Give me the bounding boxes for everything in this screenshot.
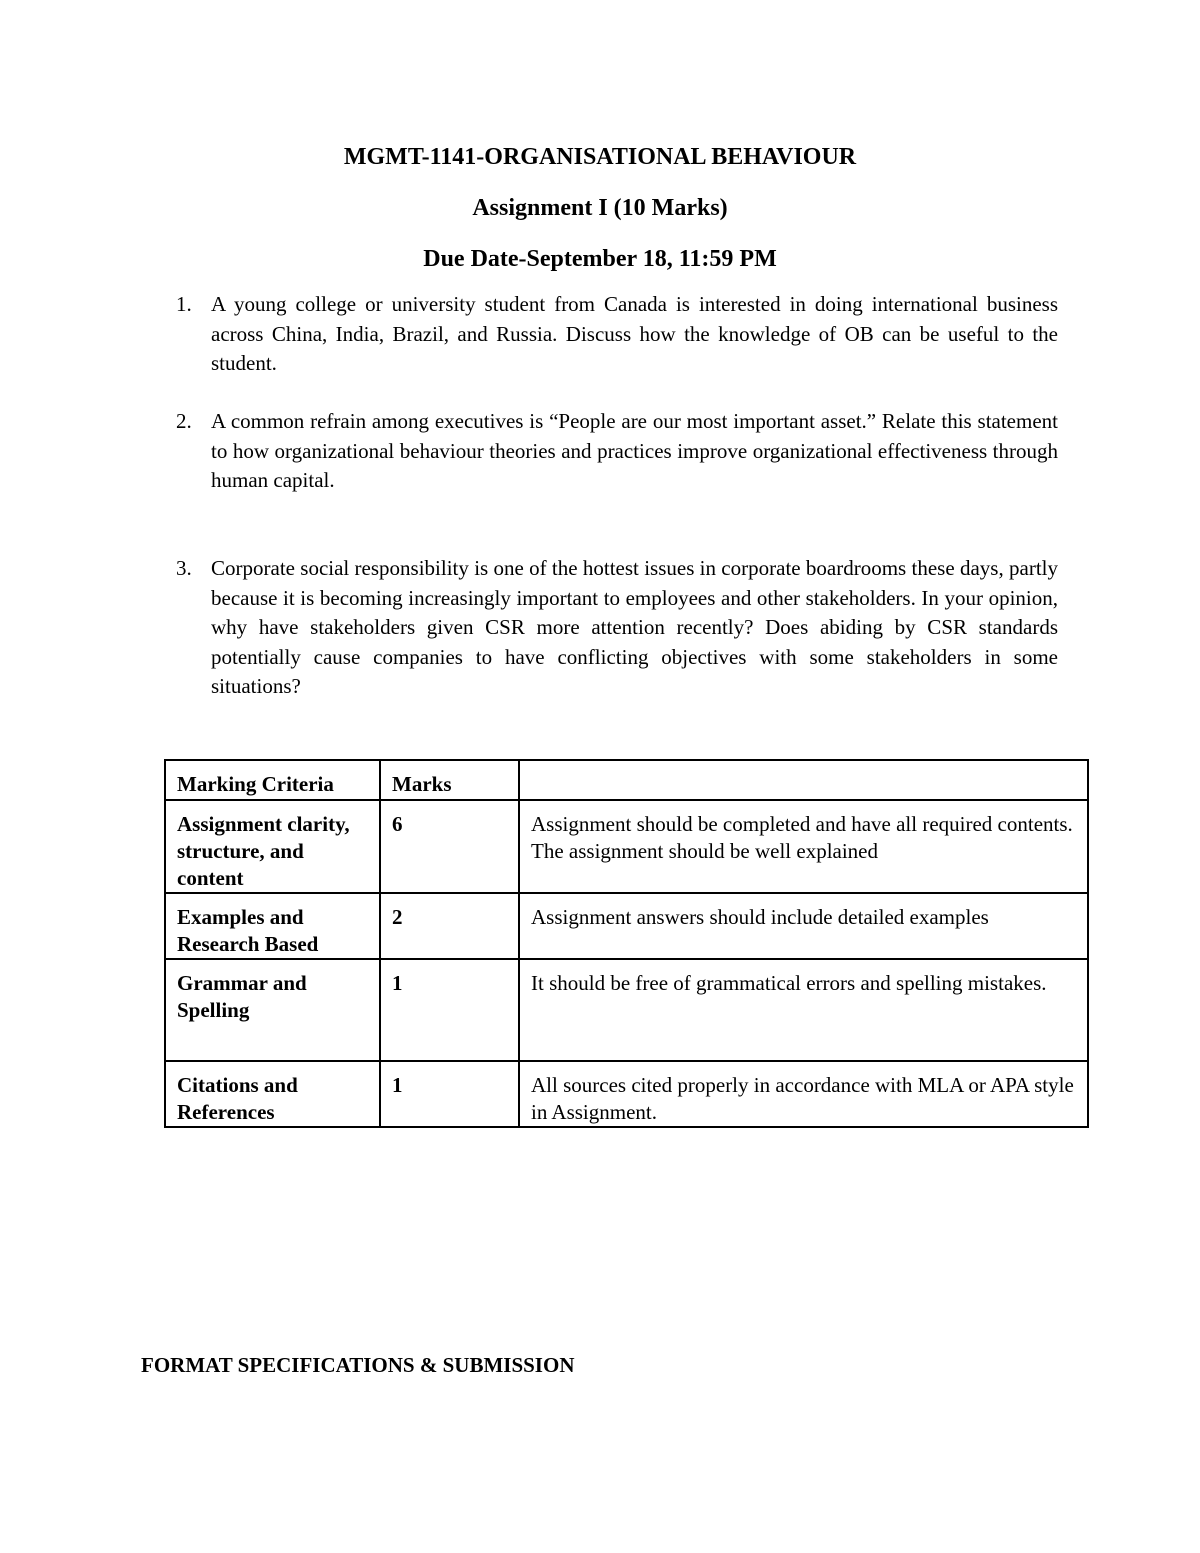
question-item <box>172 554 1058 702</box>
header-description <box>519 760 1088 800</box>
description-cell: It should be free of grammatical errors and spelling mistakes. <box>519 959 1088 1061</box>
assignment-title: Assignment I (10 Marks) <box>472 195 728 221</box>
question-text: A young college or university student from Canada is interested in doing international business across China, India, Brazil, and Russia. Discuss how the knowledge of OB can be useful to the student. <box>211 292 1058 375</box>
marks-cell: 6 <box>380 800 519 893</box>
marks-cell: 1 <box>380 959 519 1061</box>
course-title: MGMT-1141-ORGANISATIONAL BEHAVIOUR <box>343 144 857 170</box>
criteria-cell: Assignment clarity, structure, and content <box>165 800 380 893</box>
table-row <box>165 893 1088 959</box>
question-item <box>172 290 1058 379</box>
format-specifications-heading: FORMAT SPECIFICATIONS & SUBMISSION <box>141 1353 575 1377</box>
table-header-row <box>165 760 1088 800</box>
table-row <box>165 959 1088 1061</box>
question-number: 3. <box>176 556 192 580</box>
description-cell: Assignment answers should include detailed examples <box>519 893 1088 959</box>
question-item <box>172 407 1058 496</box>
criteria-cell: Examples and Research Based <box>165 893 380 959</box>
table-row <box>165 800 1088 893</box>
question-number: 1. <box>176 292 192 316</box>
table-row <box>165 1061 1088 1127</box>
marks-cell: 2 <box>380 893 519 959</box>
question-text: A common refrain among executives is “People are our most important asset.” Relate this statement to how organizational behaviour theories and practices improve organizational effectiveness through human capital. <box>211 409 1058 492</box>
marking-criteria-table <box>164 759 1089 1128</box>
description-cell: All sources cited properly in accordance with MLA or APA style in Assignment. <box>519 1061 1088 1127</box>
due-date: Due Date-September 18, 11:59 PM <box>423 246 777 272</box>
criteria-cell: Grammar and Spelling <box>165 959 380 1061</box>
description-cell: Assignment should be completed and have all required contents. The assignment should be well explained <box>519 800 1088 893</box>
criteria-cell: Citations and References <box>165 1061 380 1127</box>
question-number: 2. <box>176 409 192 433</box>
question-text: Corporate social responsibility is one of the hottest issues in corporate boardrooms these days, partly because it is becoming increasingly important to employees and other stakeholders. In your opinion, why have stakeholders given CSR more attention recently? Does abiding by CSR standards potentially cause companies to have conflicting objectives with some stakeholders in some situations? <box>211 556 1058 698</box>
header-marking-criteria: Marking Criteria <box>165 760 380 800</box>
header-marks: Marks <box>380 760 519 800</box>
marks-cell: 1 <box>380 1061 519 1127</box>
